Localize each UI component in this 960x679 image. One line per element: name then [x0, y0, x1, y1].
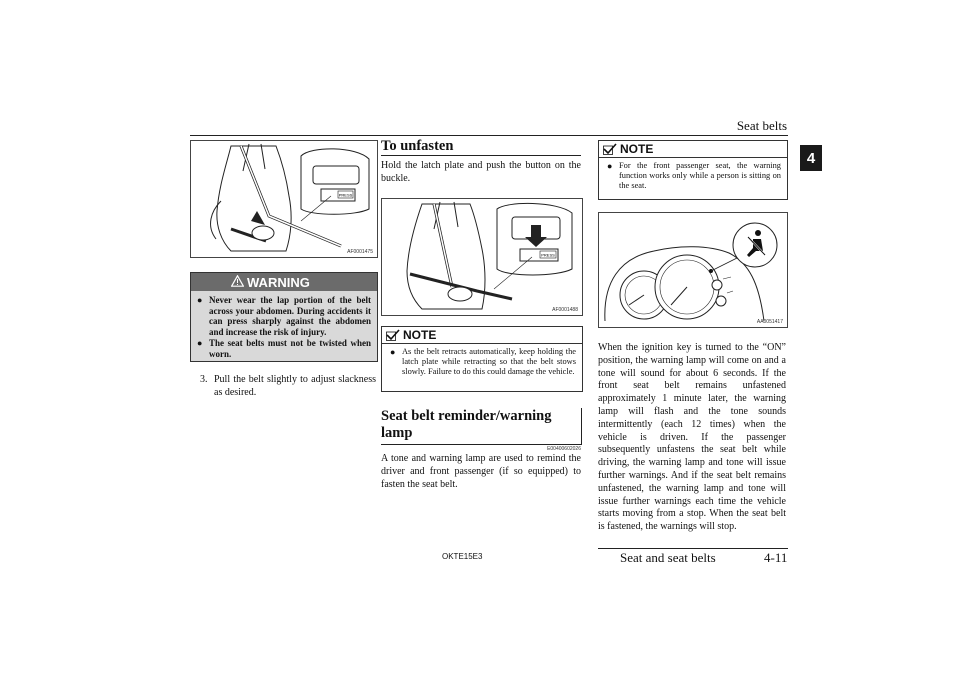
warning-header [191, 273, 377, 291]
bullet-icon: ● [607, 161, 613, 171]
reminder-code: E00400602026 [547, 446, 581, 452]
bullet-icon: ● [197, 338, 203, 348]
belt-unfasten-illustration [381, 198, 583, 316]
page-number: 4-11 [764, 550, 788, 565]
note-item: ● As the belt retracts automatically, keep holding the latch plate while retracting so that the belt stows slowly. Failure to do this could damage the vehicle. [390, 347, 576, 376]
note-list [599, 158, 787, 195]
unfasten-text: Hold the latch plate and push the button on the buckle. [381, 160, 581, 184]
figure3-code: AA0051417 [756, 319, 783, 325]
belt-fasten-illustration [190, 140, 378, 258]
warning-list [191, 291, 377, 359]
step-number: 3. [200, 374, 208, 385]
warning-triangle-icon [231, 275, 244, 290]
footer-rule [598, 548, 788, 549]
note-title: NOTE [620, 142, 654, 156]
step-text: Pull the belt slightly to adjust slackness as desired. [214, 374, 376, 398]
section-title-unfasten: To unfasten [381, 138, 581, 156]
warning-title: WARNING [247, 274, 310, 290]
chapter-tab: 4 [800, 145, 822, 171]
figure2-press-label: PRESS [541, 252, 555, 258]
belt-unfasten-drawing [382, 199, 582, 315]
bullet-icon: ● [390, 347, 396, 357]
section-title-reminder: Seat belt reminder/warning lamp [381, 408, 582, 445]
note-title: NOTE [403, 328, 437, 342]
belt-fasten-drawing [191, 141, 377, 257]
figure2-code: AF0001488 [552, 307, 578, 313]
note-check-icon [603, 143, 617, 155]
note-list [382, 344, 582, 381]
warning-box [190, 272, 378, 362]
note-item: ● For the front passenger seat, the warning function works only while a person is sitting on the seat. [607, 161, 781, 190]
footer-code: OKTE15E3 [442, 552, 483, 561]
instrument-cluster-illustration [598, 212, 788, 328]
note-check-icon [386, 329, 400, 341]
instrument-cluster-drawing [599, 213, 787, 327]
footer-section-title: Seat and seat belts [620, 550, 716, 565]
page-header-title: Seat belts [736, 118, 787, 133]
note-box-passenger [598, 140, 788, 200]
note-box-retract [381, 326, 583, 392]
reminder-text: A tone and warning lamp are used to remind the driver and front passenger (if so equipped) to fasten the seat belt. [381, 453, 581, 490]
warning-item: ● The seat belts must not be twisted when worn. [197, 338, 371, 359]
note-header [382, 327, 582, 344]
header-rule [190, 135, 788, 136]
ignition-text: When the ignition key is turned to the “ON” position, the warning lamp will come on and a tone will sound for about 6 seconds. If the front seat belt remains unfastened approximately 1 minute later, the warning lamp will flash and the tone sounds intermittently (each 12 times) when the vehicle is driven. If the passenger subsequently unfastens the seat belt while driving, the warning lamp and tone will issue further warnings. And if the seat belt remains unfastened, the warning lamp and tone will issue further warnings each time the vehicle starts moving from a stop. When the seat belt is fastened, the warnings will stop. [598, 342, 786, 533]
figure1-press-label: PRESS [338, 192, 353, 198]
step-3 [200, 374, 376, 400]
bullet-icon: ● [197, 295, 203, 305]
warning-item: ● Never wear the lap portion of the belt across your abdomen. During accidents it can press sharply against the abdomen and increase the risk of injury. [197, 295, 371, 337]
figure1-code: AF0001475 [347, 249, 373, 255]
note-header [599, 141, 787, 158]
